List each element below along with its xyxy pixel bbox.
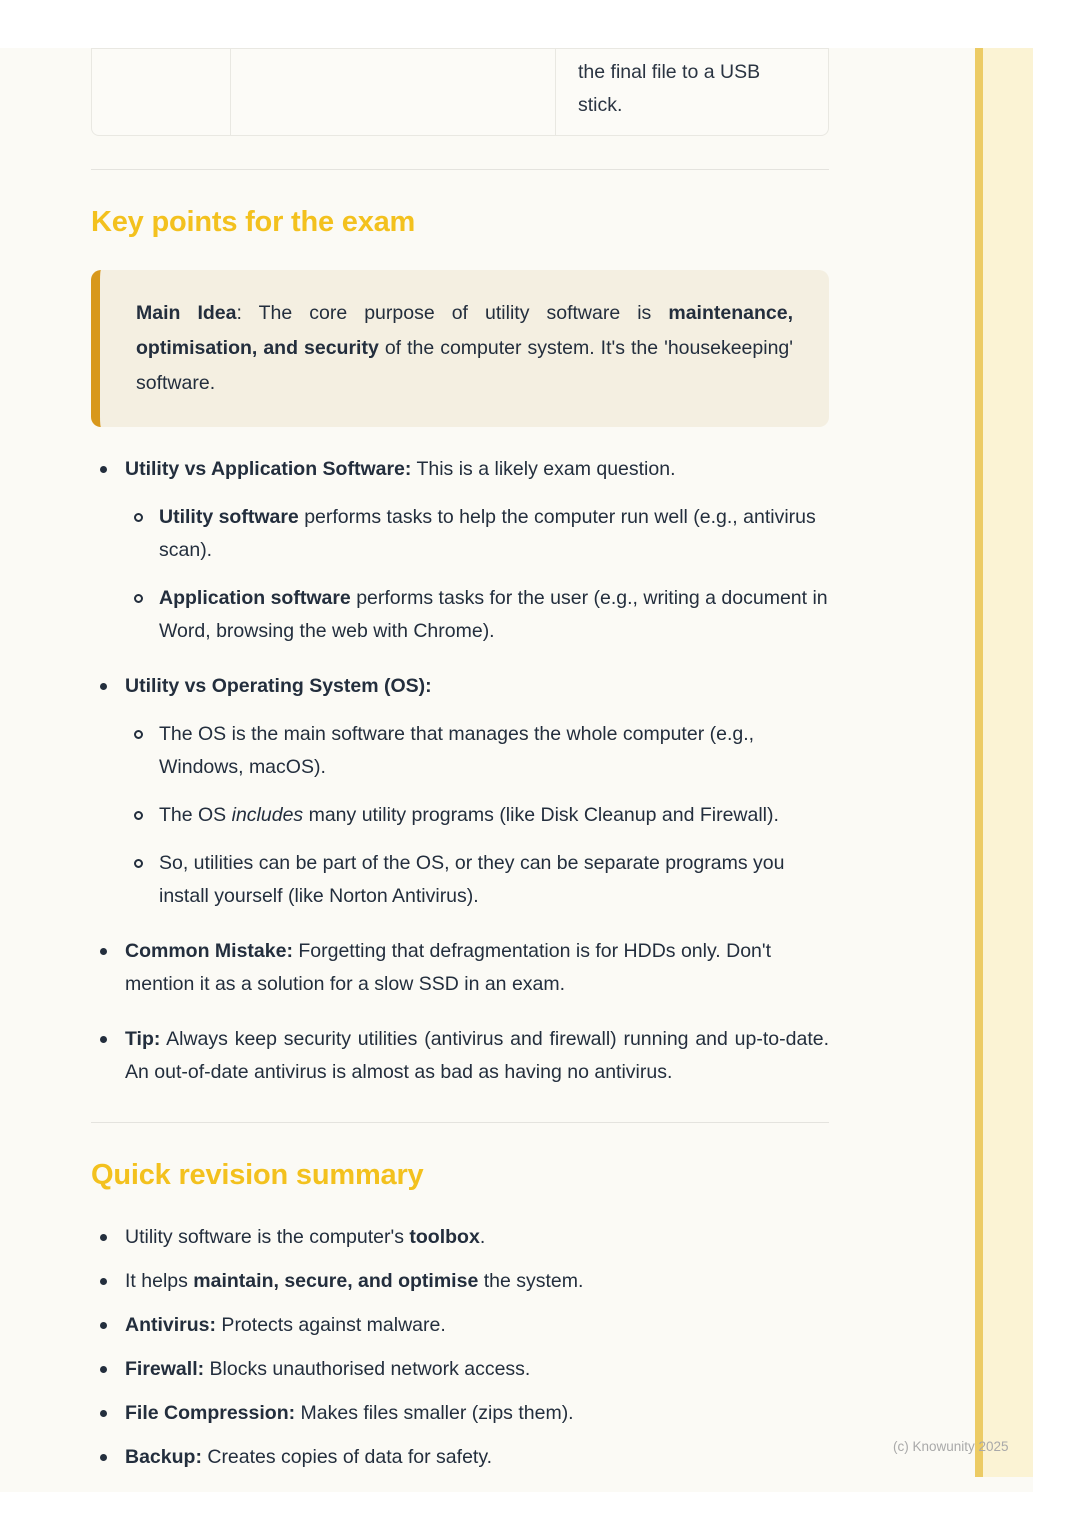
text-segment: includes (231, 804, 304, 826)
bullet-text (125, 1397, 829, 1430)
text-segment: Makes files smaller (zips them). (295, 1402, 574, 1424)
text-segment: It helps (125, 1270, 194, 1292)
bullet-text (125, 453, 829, 486)
sub-bullet-list (125, 501, 829, 648)
bullet-text (125, 1265, 829, 1298)
bullet-text (125, 1441, 829, 1474)
text-segment: Utility software (159, 506, 299, 528)
bullet-item (91, 1441, 829, 1474)
text-segment: Tip: (125, 1028, 161, 1050)
sub-bullet-item (125, 718, 829, 784)
key-points-list (91, 453, 829, 1089)
bullet-item (91, 1353, 829, 1386)
quick-revision-list (91, 1221, 829, 1474)
bullet-disc-icon (100, 1366, 107, 1373)
bullet-text (125, 935, 829, 1001)
bullet-disc-icon (100, 1322, 107, 1329)
text-segment: Creates copies of data for safety. (201, 1446, 493, 1468)
text-segment: The OS is the main software that manages the whole computer (e.g., Windows, macOS). (159, 723, 755, 778)
bullet-disc-icon (100, 1036, 107, 1043)
bullet-circle-icon (134, 513, 143, 522)
bullet-disc-icon (100, 466, 107, 473)
text-segment: Utility vs Application Software: (125, 458, 412, 480)
text-segment: of the computer system. It's the 'housekeeping' software. (136, 337, 793, 394)
bullet-disc-icon (100, 683, 107, 690)
section-divider (91, 169, 829, 170)
section-divider (91, 1122, 829, 1123)
sub-bullet-text (159, 799, 829, 832)
section-heading-quick-revision: Quick revision summary (91, 1159, 424, 1191)
bullet-circle-icon (134, 730, 143, 739)
text-segment: many utility programs (like Disk Cleanup and Firewall). (303, 804, 779, 826)
table-cell-empty (92, 49, 231, 135)
text-segment: Main Idea (136, 302, 237, 324)
main-idea-callout (91, 270, 829, 427)
text-segment: Forgetting that defragmentation is for HDDs only. Don't mention it as a solution for a slow SSD in an exam. (125, 940, 772, 995)
text-segment: Blocks unauthorised network access. (204, 1358, 531, 1380)
text-segment: Backup: (125, 1446, 202, 1468)
text-segment: Antivirus: (125, 1314, 217, 1336)
bullet-text (125, 1221, 829, 1254)
bullet-item (91, 1309, 829, 1342)
bullet-text (125, 670, 829, 703)
text-segment: toolbox (409, 1226, 480, 1248)
section-heading-key-points: Key points for the exam (91, 206, 416, 238)
bullet-disc-icon (100, 1234, 107, 1241)
bullet-circle-icon (134, 811, 143, 820)
bullet-item (91, 453, 829, 648)
text-segment: performs tasks to help the computer run well (e.g., antivirus scan). (159, 506, 816, 561)
sub-bullet-text (159, 582, 829, 648)
bullet-disc-icon (100, 1278, 107, 1285)
text-segment: The OS (159, 804, 232, 826)
sub-bullet-list (125, 718, 829, 913)
bullet-text (125, 1353, 829, 1386)
sub-bullet-text (159, 847, 829, 913)
text-segment: the system. (478, 1270, 584, 1292)
bullet-item (91, 1221, 829, 1254)
text-segment: Firewall: (125, 1358, 205, 1380)
bullet-item (91, 1023, 829, 1089)
bullet-disc-icon (100, 1454, 107, 1461)
text-segment: Application software (159, 587, 351, 609)
text-segment: Utility software is the computer's (125, 1226, 410, 1248)
callout-text (136, 296, 793, 401)
sub-bullet-item (125, 847, 829, 913)
sub-bullet-text (159, 501, 829, 567)
bullet-disc-icon (100, 1410, 107, 1417)
bullet-text (125, 1309, 829, 1342)
page-content (91, 48, 829, 1474)
text-segment: Always keep security utilities (antivirus and firewall) running and up-to-date. An out-of-date antivirus is almost as bad as having no antivirus. (125, 1028, 829, 1083)
bullet-item (91, 1397, 829, 1430)
table-cell-text: the final file to a USB stick. (578, 61, 761, 116)
text-segment: maintain, secure, and optimise (193, 1270, 479, 1292)
bullet-item (91, 1265, 829, 1298)
text-segment: . (479, 1226, 486, 1248)
page-edge-highlight-bar (975, 48, 1033, 1477)
text-segment: performs tasks for the user (e.g., writing a document in Word, browsing the web with Chrome). (159, 587, 828, 642)
bullet-item (91, 670, 829, 913)
text-segment: Protects against malware. (216, 1314, 446, 1336)
table-fragment (91, 48, 829, 136)
text-segment: File Compression: (125, 1402, 296, 1424)
bullet-disc-icon (100, 948, 107, 955)
sub-bullet-text (159, 718, 829, 784)
text-segment: This is a likely exam question. (411, 458, 676, 480)
table-cell-empty (231, 49, 556, 135)
watermark: (c) Knowunity 2025 (893, 1439, 1009, 1454)
text-segment: Common Mistake: (125, 940, 293, 962)
text-segment: maintenance, optimisation, and security (136, 302, 793, 359)
sub-bullet-item (125, 582, 829, 648)
bullet-text (125, 1023, 829, 1089)
text-segment: : The core purpose of utility software is (236, 302, 669, 324)
text-segment: Utility vs Operating System (OS): (125, 675, 432, 697)
bullet-circle-icon (134, 594, 143, 603)
text-segment: So, utilities can be part of the OS, or they can be separate programs you install yourself (like Norton Antivirus). (159, 852, 785, 907)
sub-bullet-item (125, 799, 829, 832)
bullet-item (91, 935, 829, 1001)
bullet-circle-icon (134, 859, 143, 868)
sub-bullet-item (125, 501, 829, 567)
